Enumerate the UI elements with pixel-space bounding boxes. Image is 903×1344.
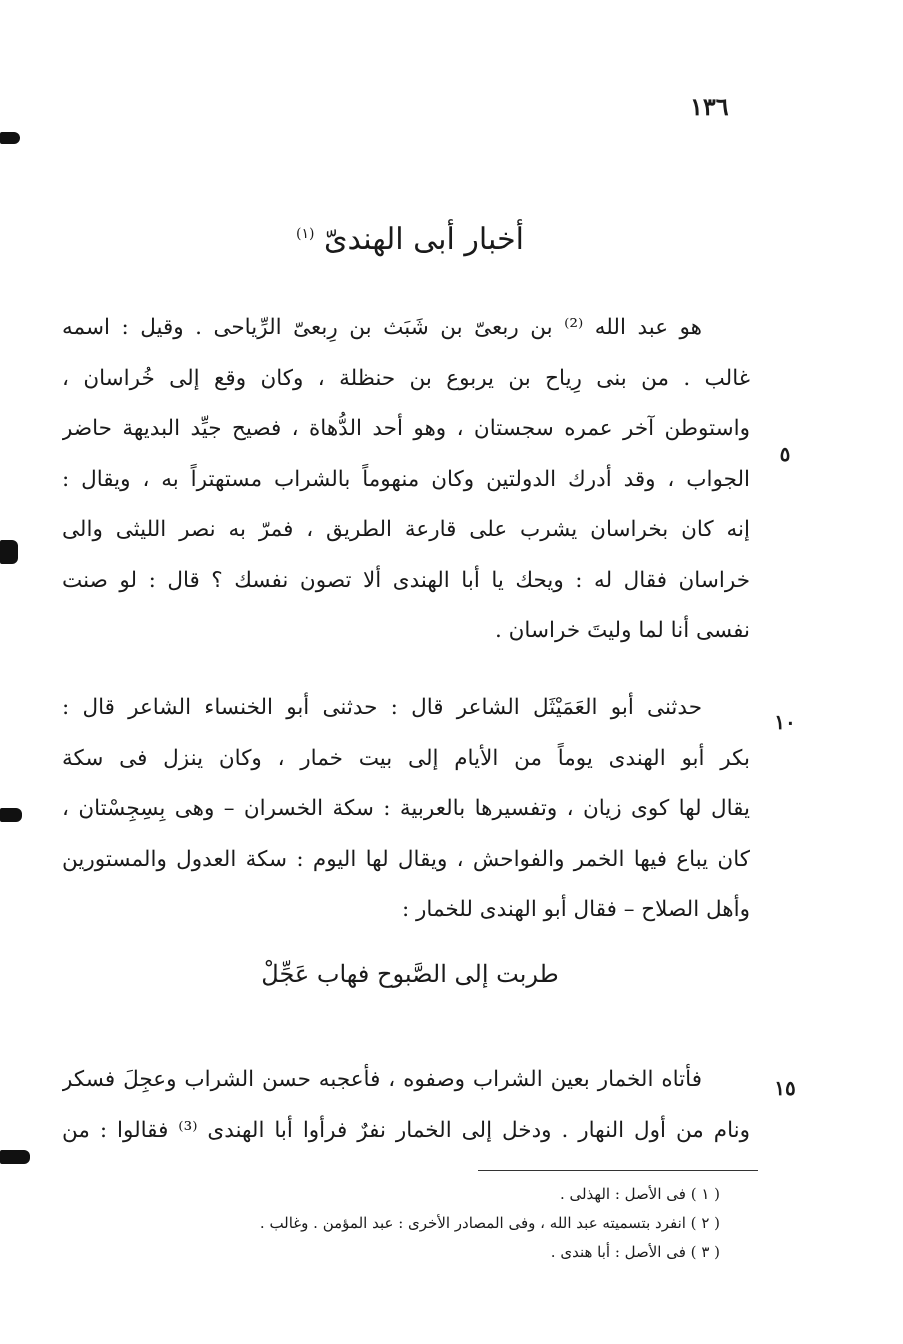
line-number-marker: ١٥ <box>774 1076 796 1100</box>
page-number: ١٣٦ <box>690 92 729 121</box>
footnote: ( ٢ ) انفرد بتسميته عبد الله ، وفى المصادر الأخرى : عبد المؤمن . وغالب . <box>259 1214 720 1232</box>
footnote: ( ٣ ) فى الأصل : أبا هندى . <box>550 1243 720 1261</box>
text-line: وأهل الصلاح – فقال أبو الهندى للخمار : <box>401 897 750 922</box>
scan-binding-mark <box>0 132 20 144</box>
line-number-marker: ١٠ <box>774 710 796 734</box>
footnote-divider <box>478 1170 758 1171</box>
line-number-marker: ٥ <box>779 442 791 466</box>
chapter-title-note-ref: (١) <box>296 226 315 242</box>
paragraph-biography <box>62 303 750 657</box>
text-line: كان يباع فيها الخمر والفواحش ، ويقال لها اليوم : سكة العدول والمستورين <box>62 846 750 872</box>
chapter-title <box>200 222 620 257</box>
text-line: نفسى أنا لما وليتَ خراسان . <box>494 618 750 643</box>
chapter-title-text: أخبار أبى الهندىّ <box>324 222 524 257</box>
text-line: إنه كان بخراسان يشرب على قارعة الطريق ، فمرّ به نصر الليثى والى <box>62 517 750 542</box>
text-line: ونام من أول النهار . ودخل إلى الخمار نفرٌ فرأوا أبا الهندى ⁽³⁾ فقالوا : من <box>62 1117 750 1143</box>
text-line: غالب . من بنى رِياح بن يربوع بن حنظلة ، وكان وقع إلى خُراسان ، <box>62 365 750 391</box>
verse-line: طربت إلى الصَّبوح فهاب عَجِّلْ <box>261 960 559 988</box>
paragraph-anecdote <box>62 683 750 936</box>
text-line: يقال لها كوى زيان ، وتفسيرها بالعربية : سكة الخسران – وهى بِسِجِسْتان ، <box>62 796 750 821</box>
text-line: واستوطن آخر عمره سجستان ، وهو أحد الدُّهاة ، فصيح جيِّد البديهة حاضر <box>62 416 750 441</box>
text-line: حدثنى أبو العَمَيْثَل الشاعر قال : حدثنى أبو الخنساء الشاعر قال : <box>62 695 702 720</box>
text-line: الجواب ، وقد أدرك الدولتين وكان منهوماً بالشراب مستهتراً به ، ويقال : <box>62 466 750 492</box>
text-line: فأتاه الخمار بعين الشراب وصفوه ، فأعجبه حسن الشراب وعجِلَ فسكر <box>62 1067 702 1092</box>
scan-binding-mark <box>0 1150 30 1164</box>
paragraph-continuation <box>62 1055 750 1156</box>
footnotes <box>150 1180 720 1267</box>
text-line: بكر أبو الهندى يوماً من الأيام إلى بيت خمار ، وكان ينزل فى سكة <box>62 745 750 771</box>
scan-binding-mark <box>0 540 18 564</box>
scan-binding-mark <box>0 808 22 822</box>
text-line: خراسان فقال له : ويحك يا أبا الهندى ألا تصون نفسك ؟ قال : لو صنت <box>62 567 750 593</box>
text-line: هو عبد الله ⁽²⁾ بن ربعىّ بن شَبَث بن رِبعىّ الرِّياحى . وقيل : اسمه <box>62 315 703 340</box>
footnote: ( ١ ) فى الأصل : الهذلى . <box>559 1185 720 1203</box>
